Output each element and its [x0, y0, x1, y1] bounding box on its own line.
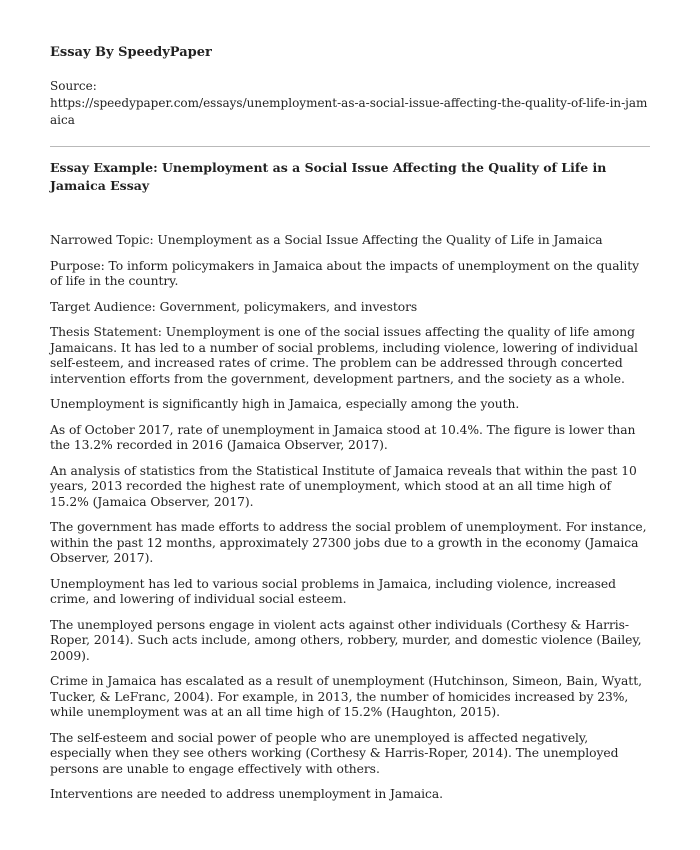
source-label: Source: [50, 79, 97, 93]
essay-paragraph: Unemployment is significantly high in Jamaica, especially among the youth. [50, 397, 520, 411]
essay-paragraph: As of October 2017, rate of unemployment in Jamaica stood at 10.4%. The figure is lower than the 13.2% recorded in 2016 (Jamaica Observer, 2017). [50, 422, 636, 452]
essay-paragraph: Target Audience: Government, policymakers, and investors [50, 299, 418, 314]
brand-heading: Essay By SpeedyPaper [50, 45, 212, 60]
essay-paragraph: Interventions are needed to address unemployment in Jamaica. [50, 787, 443, 801]
essay-body [50, 233, 650, 803]
essay-paragraph: The government has made efforts to address the social problem of unemployment. For instance, within the past 12 months, approximately 27300 jobs due to a growth in the economy (Jamaica Observer, 2017). [50, 520, 647, 565]
essay-paragraph: The self-esteem and social power of people who are unemployed is affected negatively, especially when they see others working (Corthesy & Harris-Roper, 2014). The unemployed persons are unable to engage effectively with others. [50, 730, 619, 776]
header-divider [50, 146, 650, 147]
essay-paragraph: An analysis of statistics from the Statistical Institute of Jamaica reveals that within the past 10 years, 2013 recorded the highest rate of unemployment, which stood at an all time high of 15.2% (Jamaica Observer, 2017). [50, 463, 637, 509]
essay-paragraph: The unemployed persons engage in violent acts against other individuals (Corthesy & Harris-Roper, 2014). Such acts include, among others, robbery, murder, and domestic violence (Bailey, 2009). [50, 617, 642, 663]
essay-paragraph: Unemployment has led to various social problems in Jamaica, including violence, increased crime, and lowering of individual social esteem. [50, 576, 616, 606]
essay-paragraph: Thesis Statement: Unemployment is one of the social issues affecting the quality of life among Jamaicans. It has led to a number of social problems, including violence, lowering of individual self-esteem, and increased rates of crime. The problem can be addressed through concerted intervention efforts from the government, development partners, and the society as a whole. [50, 325, 638, 386]
source-url: https://speedypaper.com/essays/unemployment-as-a-social-issue-affecting-the-quality-of-life-in-jamaica [50, 96, 648, 127]
essay-paragraph: Narrowed Topic: Unemployment as a Social Issue Affecting the Quality of Life in Jamaica [50, 233, 603, 247]
essay-paragraph: Crime in Jamaica has escalated as a result of unemployment (Hutchinson, Simeon, Bain, Wyatt, Tucker, & LeFranc, 2004). For example, in 2013, the number of homicides increased by 23%, while unemployment was at an all time high of 15.2% (Haughton, 2015). [50, 674, 642, 719]
essay-title: Essay Example: Unemployment as a Social Issue Affecting the Quality of Life in Jamaica Essay [50, 160, 607, 193]
essay-paragraph: Purpose: To inform policymakers in Jamaica about the impacts of unemployment on the quality of life in the country. [50, 258, 640, 288]
